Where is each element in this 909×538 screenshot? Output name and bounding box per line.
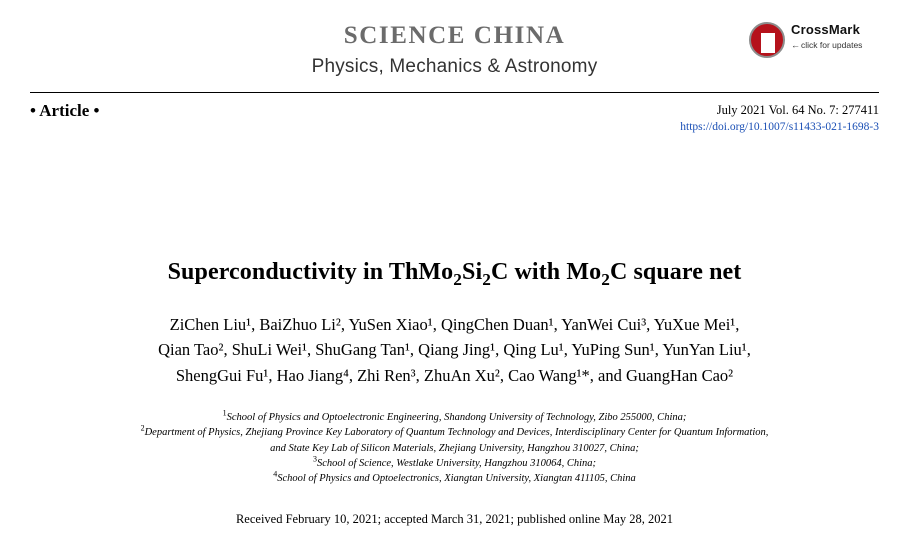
affiliation-text: School of Physics and Optoelectronic Engineering, Shandong University of Technology, Zibo 255000, China; [226, 412, 687, 424]
affiliation-item [48, 456, 861, 471]
affiliation-item [48, 441, 861, 456]
affiliation-item [48, 425, 861, 440]
author-line: ZiChen Liu¹, BaiZhuo Li², YuSen Xiao¹, QingChen Duan¹, YanWei Cui³, YuXue Mei¹, [169, 314, 740, 334]
issue-info: July 2021 Vol. 64 No. 7: 277411 [716, 102, 879, 117]
crossmark-updates-label[interactable] [791, 40, 862, 50]
journal-title: SCIENCE CHINA [343, 22, 566, 49]
title-sub-2: 2 [482, 269, 491, 289]
affiliation-marker: 2 [140, 423, 145, 433]
left-arrow-icon: ← [791, 40, 800, 50]
affiliation-item [48, 471, 861, 486]
author-line: Qian Tao², ShuLi Wei¹, ShuGang Tan¹, Qiang Jing¹, Qing Lu¹, YuPing Sun¹, YunYan Liu¹, [158, 340, 751, 360]
affiliation-marker: 1 [222, 408, 227, 418]
author-line: ShengGui Fu¹, Hao Jiang⁴, Zhi Ren³, ZhuAn Xu², Cao Wang¹*, and GuangHan Cao² [175, 365, 734, 385]
article-bar [30, 93, 879, 139]
doi-link[interactable]: https://doi.org/10.1007/s11433-021-1698-3 [680, 120, 879, 133]
title-part-2: Si [462, 258, 483, 285]
affiliation-text: and State Key Lab of Silicon Materials, Zhejiang University, Hangzhou 310027, China; [270, 442, 639, 454]
title-sub-3: 2 [601, 269, 610, 289]
crossmark-icon [749, 22, 785, 58]
affiliation-marker: 3 [313, 454, 317, 464]
crossmark-icon-inner [761, 33, 775, 53]
page-title [30, 258, 879, 289]
publication-dates: Received February 10, 2021; accepted March 31, 2021; published online May 28, 2021 [235, 512, 674, 527]
title-part-1: Superconductivity in ThMo [167, 258, 454, 285]
title-part-4: C square net [609, 258, 742, 285]
author-list [30, 312, 879, 389]
crossmark-badge[interactable] [749, 20, 879, 66]
journal-subtitle: Physics, Mechanics & Astronomy [311, 55, 598, 77]
affiliation-item [48, 410, 861, 425]
crossmark-label: CrossMark [791, 22, 860, 37]
crossmark-updates-text: click for updates [801, 40, 863, 50]
title-part-3: C with Mo [490, 258, 602, 285]
title-sub-1: 2 [453, 269, 463, 289]
affiliation-text: School of Science, Westlake University, Hangzhou 310064, China; [317, 457, 596, 469]
affiliation-list [30, 410, 879, 486]
affiliation-marker: 4 [273, 469, 278, 479]
affiliation-text: Department of Physics, Zhejiang Province Key Laboratory of Quantum Technology and Devices, Interdisciplinary Center for Quantum Information, [144, 427, 769, 439]
article-type-label: • Article • [30, 100, 100, 120]
affiliation-text: School of Physics and Optoelectronics, Xiangtan University, Xiangtan 411105, China [277, 473, 636, 485]
